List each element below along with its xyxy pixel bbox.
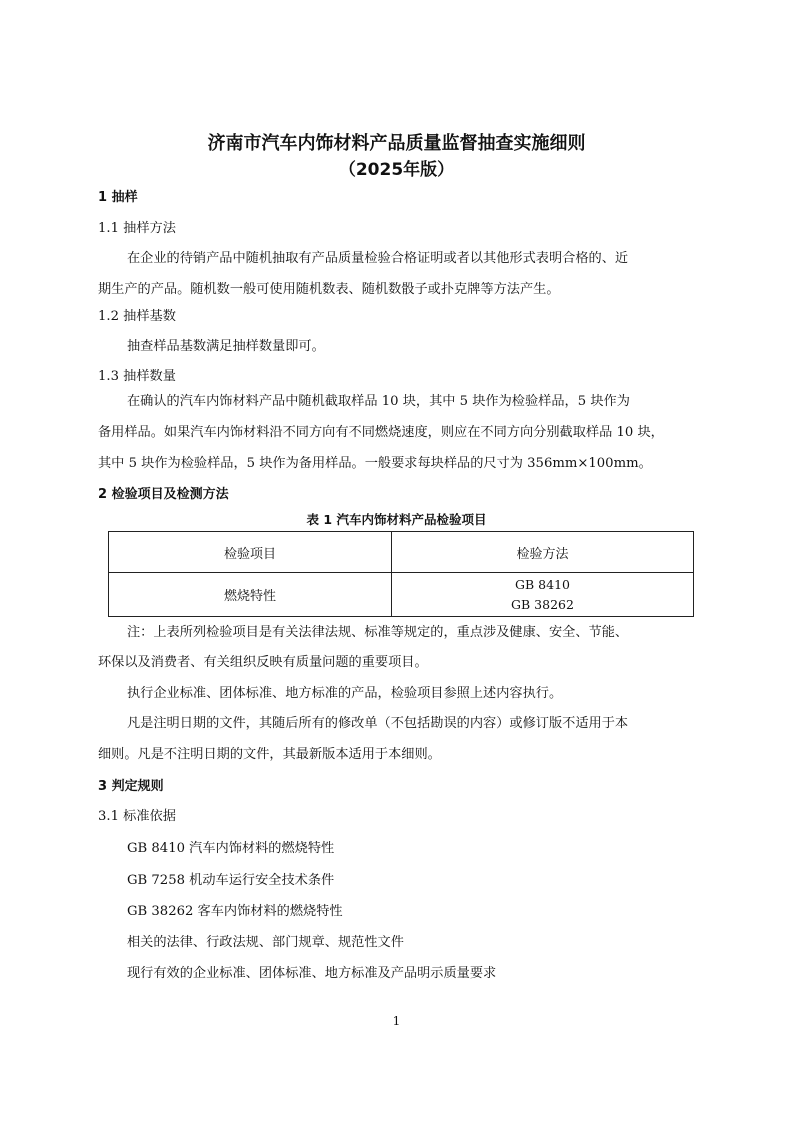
- standard-reference-item: 相关的法律、行政法规、部门规章、规范性文件: [127, 935, 404, 950]
- table-header-item: 检验项目: [109, 532, 392, 573]
- section-1-heading: 1 抽样: [98, 190, 138, 205]
- standard-reference-item: 现行有效的企业标准、团体标准、地方标准及产品明示质量要求: [127, 966, 497, 981]
- section-1-1-text-line1: 在企业的待销产品中随机抽取有产品质量检验合格证明或者以其他形式表明合格的、近: [127, 251, 629, 266]
- table-row: [109, 573, 694, 617]
- method-standard: GB 38262: [511, 596, 574, 612]
- section-1-3-text-line2: 备用样品。如果汽车内饰材料沿不同方向有不同燃烧速度，则应在不同方向分别截取样品 10 块，: [98, 425, 664, 440]
- section-1-3-text-line3: 其中 5 块作为检验样品，5 块作为备用样品。一般要求每块样品的尺寸为 356mm×100mm。: [98, 456, 652, 471]
- table-header-row: [109, 532, 694, 573]
- table-caption: 表 1 汽车内饰材料产品检验项目: [306, 512, 487, 527]
- section-2-paragraph-2: 执行企业标准、团体标准、地方标准的产品，检验项目参照上述内容执行。: [127, 686, 563, 701]
- section-1-1-text-line2: 期生产的产品。随机数一般可使用随机数表、随机数骰子或扑克牌等方法产生。: [98, 282, 560, 297]
- section-2-note-line2: 环保以及消费者、有关组织反映有质量问题的重要项目。: [98, 655, 428, 670]
- table-header-method: 检验方法: [392, 532, 694, 573]
- section-1-3-text-line1: 在确认的汽车内饰材料产品中随机截取样品 10 块，其中 5 块作为检验样品，5 块作为: [127, 394, 630, 409]
- standard-reference-item: GB 8410 汽车内饰材料的燃烧特性: [127, 841, 335, 856]
- section-3-1-heading: 3.1 标准依据: [98, 809, 176, 824]
- standard-reference-item: GB 7258 机动车运行安全技术条件: [127, 873, 335, 888]
- section-2-heading: 2 检验项目及检测方法: [98, 487, 229, 502]
- method-standard: GB 8410: [515, 576, 570, 592]
- document-title: 济南市汽车内饰材料产品质量监督抽查实施细则: [207, 133, 586, 154]
- table-cell-methods: [392, 573, 694, 617]
- table-cell-item: 燃烧特性: [109, 573, 392, 617]
- document-edition: （2025年版）: [338, 160, 455, 180]
- section-1-2-text: 抽查样品基数满足抽样数量即可。: [127, 339, 325, 354]
- section-3-heading: 3 判定规则: [98, 779, 164, 794]
- section-1-3-heading: 1.3 抽样数量: [98, 369, 176, 384]
- inspection-items-table: [108, 531, 694, 617]
- page-number: 1: [392, 1014, 401, 1028]
- standard-reference-item: GB 38262 客车内饰材料的燃烧特性: [127, 904, 343, 919]
- section-1-2-heading: 1.2 抽样基数: [98, 309, 176, 324]
- section-2-note-line1: 注：上表所列检验项目是有关法律法规、标准等规定的，重点涉及健康、安全、节能、: [127, 625, 629, 640]
- section-2-paragraph-3-line2: 细则。凡是不注明日期的文件，其最新版本适用于本细则。: [98, 747, 441, 762]
- section-2-paragraph-3-line1: 凡是注明日期的文件，其随后所有的修改单（不包括勘误的内容）或修订版不适用于本: [127, 716, 629, 731]
- section-1-1-heading: 1.1 抽样方法: [98, 221, 176, 236]
